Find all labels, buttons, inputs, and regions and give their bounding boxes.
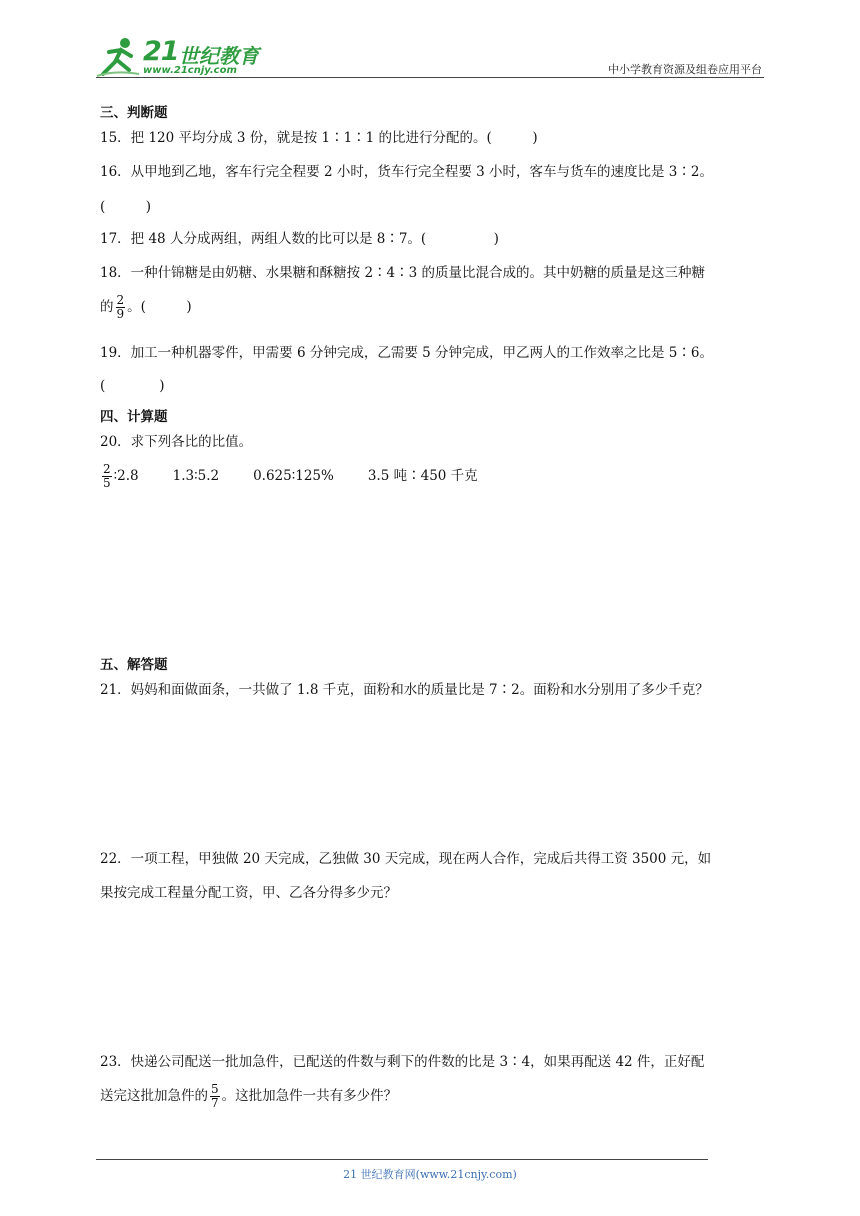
logo-url: www.21cnjy.com (143, 65, 237, 76)
question-16-line-1: 16．从甲地到乙地，客车行完全程要 2 小时，货车行完全程要 3 小时，客车与货车的速度比是 3∶2。 (100, 164, 713, 180)
q18-denominator: 9 (116, 307, 125, 321)
q23-numerator: 5 (211, 1082, 219, 1096)
question-23-line-1: 23．快递公司配送一批加急件，已配送的件数与剩下的件数的比是 3∶4，如果再配送 42 件，正好配 (100, 1054, 705, 1070)
q23-prefix: 送完这批加急件的 (100, 1088, 208, 1104)
running-man-icon (95, 36, 141, 78)
question-18-line-1: 18．一种什锦糖是由奶糖、水果糖和酥糖按 2∶4∶3 的质量比混合成的。其中奶糖的质量是这三种糖 (100, 265, 706, 281)
question-21: 21．妈妈和面做面条，一共做了 1.8 千克，面粉和水的质量比是 7∶2。面粉和水分别用了多少千克？ (100, 682, 709, 698)
footer-divider (96, 1159, 708, 1160)
platform-name: 中小学教育资源及组卷应用平台 (608, 63, 762, 76)
ratio-item-3: 0.625∶125% (253, 468, 334, 484)
ratio-1-rest: ∶2.8 (113, 468, 139, 484)
q23-suffix: 。这批加急件一共有多少件？ (221, 1088, 398, 1104)
question-15: 15．把 120 平均分成 3 份，就是按 1∶1∶1 的比进行分配的。( ) (100, 130, 538, 146)
q18-fraction (116, 294, 126, 321)
question-18-line-2 (100, 294, 192, 321)
header-divider (96, 77, 764, 78)
ratio-list (100, 463, 512, 490)
question-19-line-1: 19．加工一种机器零件，甲需要 6 分钟完成，乙需要 5 分钟完成，甲乙两人的工作效率之比是 5∶6。 (100, 345, 713, 361)
question-16-line-2: ( ) (100, 199, 152, 215)
ratio-1-numerator: 2 (103, 462, 111, 476)
logo-chars: 世纪教育 (179, 44, 259, 68)
ratio-item-1 (100, 463, 139, 490)
question-19-line-2: ( ) (100, 378, 165, 394)
q18-numerator: 2 (116, 293, 125, 307)
logo-digits: 21 (143, 36, 179, 67)
ratio-1-fraction (102, 463, 112, 490)
question-22-line-2: 果按完成工程量分配工资，甲、乙各分得多少元？ (100, 885, 397, 901)
question-17: 17．把 48 人分成两组，两组人数的比可以是 8∶7。( ) (100, 231, 499, 247)
q18-prefix: 的 (100, 299, 114, 315)
question-22-line-1: 22．一项工程，甲独做 20 天完成，乙独做 30 天完成，现在两人合作，完成后共得工资 3500 元，如 (100, 851, 712, 867)
q23-denominator: 7 (211, 1096, 219, 1110)
ratio-item-2: 1.3∶5.2 (172, 468, 220, 484)
site-logo (95, 36, 265, 78)
section-3-title: 三、判断题 (100, 105, 168, 121)
q18-suffix: 。( ) (127, 299, 192, 315)
section-5-title: 五、解答题 (100, 657, 168, 673)
ratio-item-4: 3.5 吨∶450 千克 (367, 468, 478, 484)
footer-link[interactable]: 21 世纪教育网(www.21cnjy.com) (343, 1168, 517, 1181)
q23-fraction (210, 1083, 220, 1110)
question-23-line-2 (100, 1083, 397, 1110)
ratio-1-denominator: 5 (103, 476, 111, 490)
question-20: 20．求下列各比的比值。 (100, 434, 253, 450)
section-4-title: 四、计算题 (100, 409, 168, 425)
